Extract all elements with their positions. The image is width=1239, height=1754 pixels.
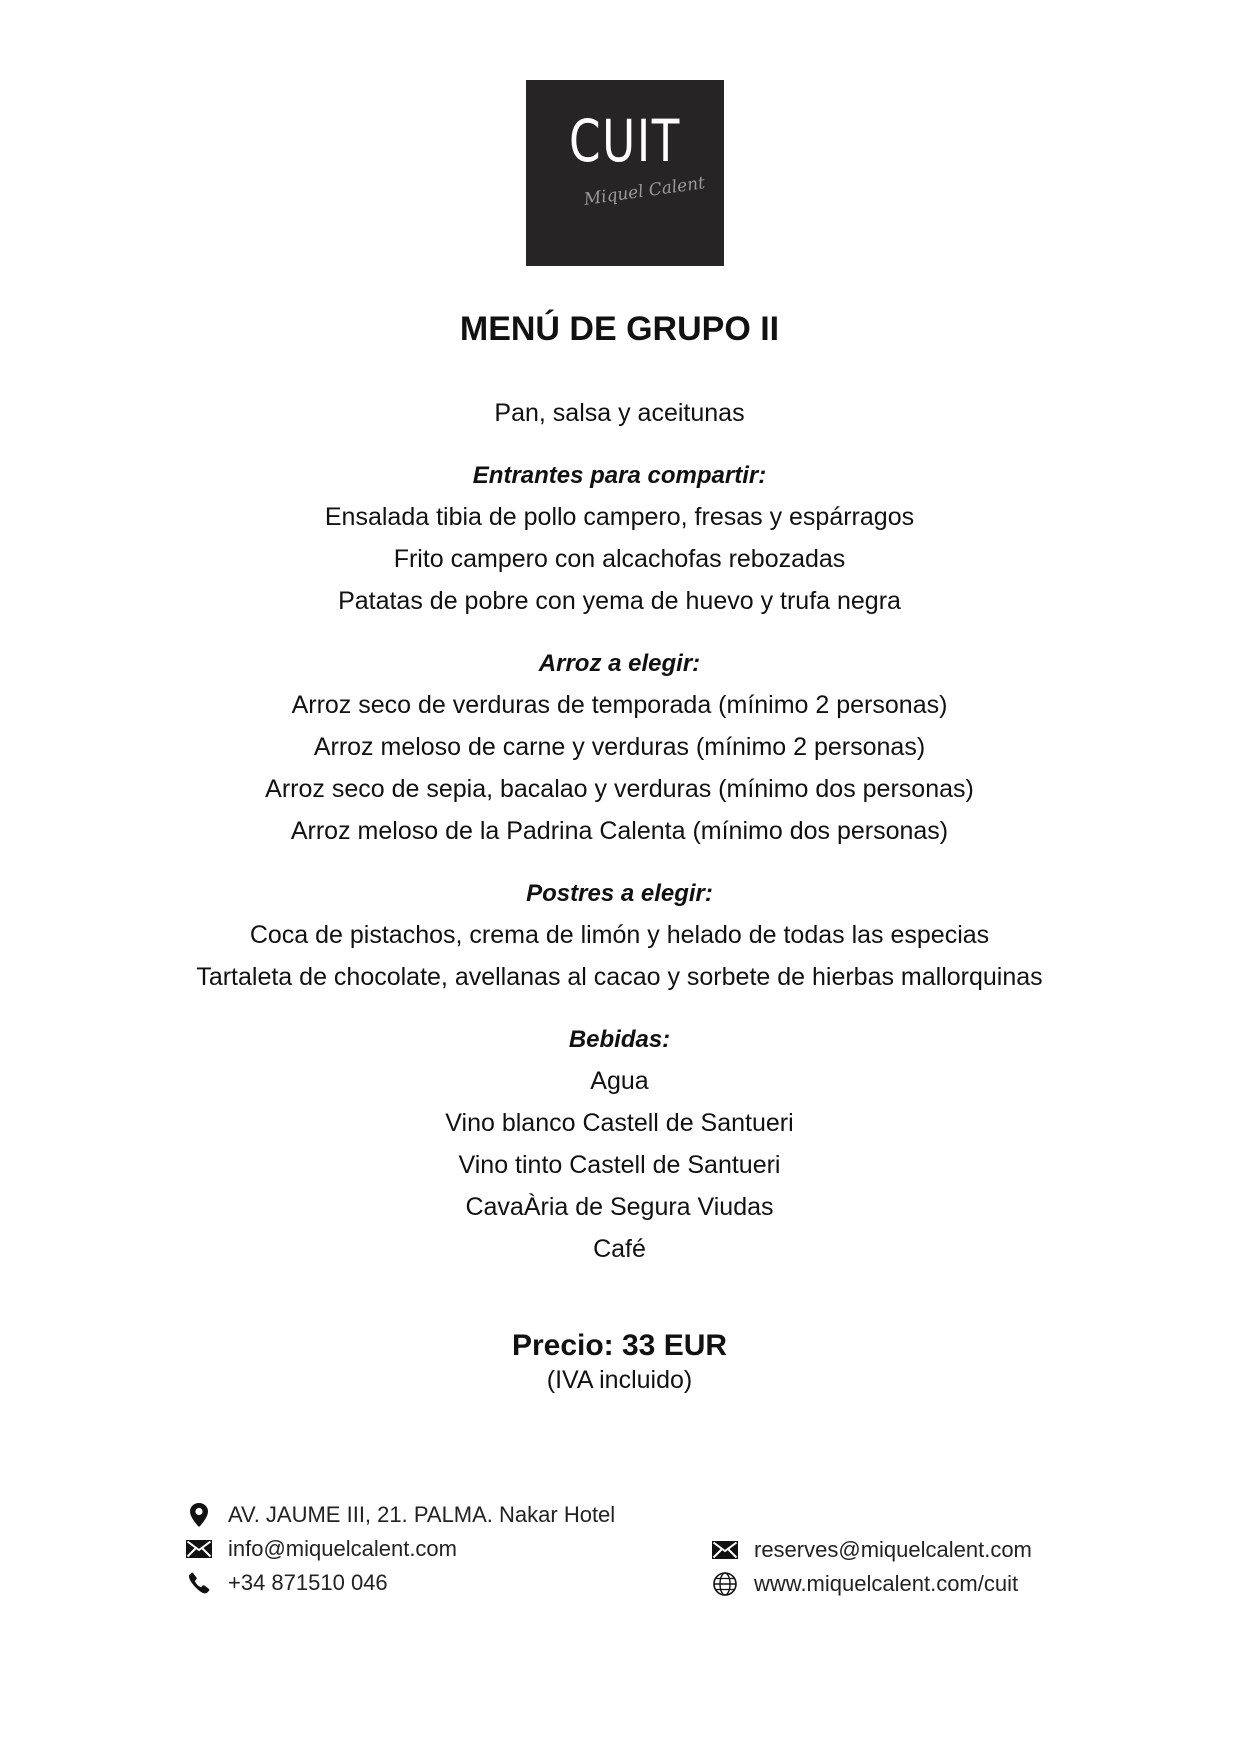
envelope-icon xyxy=(186,1536,212,1562)
menu-item: Patatas de pobre con yema de huevo y trufa negra xyxy=(338,587,901,615)
menu-item: Vino blanco Castell de Santueri xyxy=(445,1109,794,1137)
globe-icon xyxy=(712,1571,738,1597)
menu-item: Arroz seco de sepia, bacalao y verduras (mínimo dos personas) xyxy=(265,775,974,803)
menu-item: Agua xyxy=(590,1067,649,1095)
section-heading: Arroz a elegir: xyxy=(538,650,701,677)
email-info-row xyxy=(186,1532,615,1566)
map-pin-icon xyxy=(186,1502,212,1528)
section-arroz xyxy=(0,644,1239,852)
menu-item: Ensalada tibia de pollo campero, fresas y espárragos xyxy=(324,503,915,531)
menu-item: Frito campero con alcachofas rebozadas xyxy=(393,545,846,573)
phone-link[interactable]: +34 871510 046 xyxy=(228,1570,388,1595)
intro-line: Pan, salsa y aceitunas xyxy=(494,399,745,427)
logo-wordmark: CUIT xyxy=(569,107,681,175)
menu-item: Café xyxy=(593,1235,646,1263)
menu-item: Tartaleta de chocolate, avellanas al cacao y sorbete de hierbas mallorquinas xyxy=(196,963,1043,991)
cuit-logo xyxy=(526,80,724,266)
section-heading: Entrantes para compartir: xyxy=(472,462,767,489)
menu-title: MENÚ DE GRUPO II xyxy=(459,310,780,348)
menu-item: CavaÀria de Segura Viudas xyxy=(465,1193,774,1221)
address-row xyxy=(186,1498,615,1532)
envelope-icon xyxy=(712,1537,738,1563)
email-reserves-row xyxy=(712,1533,1032,1567)
phone-icon xyxy=(186,1570,212,1596)
menu-body xyxy=(0,392,1239,1270)
phone-row xyxy=(186,1566,615,1600)
section-postres xyxy=(0,874,1239,998)
section-entrantes xyxy=(0,456,1239,622)
website-row xyxy=(712,1567,1032,1601)
price-block xyxy=(0,1328,1239,1396)
menu-item: Arroz meloso de la Padrina Calenta (mínimo dos personas) xyxy=(290,817,949,845)
email-reserves-link[interactable]: reserves@miquelcalent.com xyxy=(754,1537,1032,1562)
menu-item: Vino tinto Castell de Santueri xyxy=(458,1151,781,1179)
website-link[interactable]: www.miquelcalent.com/cuit xyxy=(754,1571,1019,1596)
price-label: Precio: 33 EUR xyxy=(511,1329,728,1362)
section-heading: Postres a elegir: xyxy=(526,880,713,907)
section-heading: Bebidas: xyxy=(568,1026,671,1053)
menu-item: Coca de pistachos, crema de limón y helado de todas las especias xyxy=(249,921,990,949)
logo-signature: Miquel Calent xyxy=(582,173,707,210)
contact-right xyxy=(712,1533,1032,1601)
email-info-link[interactable]: info@miquelcalent.com xyxy=(228,1536,457,1561)
menu-item: Arroz meloso de carne y verduras (mínimo 2 personas) xyxy=(313,733,926,761)
menu-item: Arroz seco de verduras de temporada (mínimo 2 personas) xyxy=(291,691,948,719)
price-note: (IVA incluido) xyxy=(546,1366,693,1394)
section-bebidas xyxy=(0,1020,1239,1270)
address-text: AV. JAUME III, 21. PALMA. Nakar Hotel xyxy=(228,1502,616,1527)
contact-left xyxy=(186,1498,615,1600)
